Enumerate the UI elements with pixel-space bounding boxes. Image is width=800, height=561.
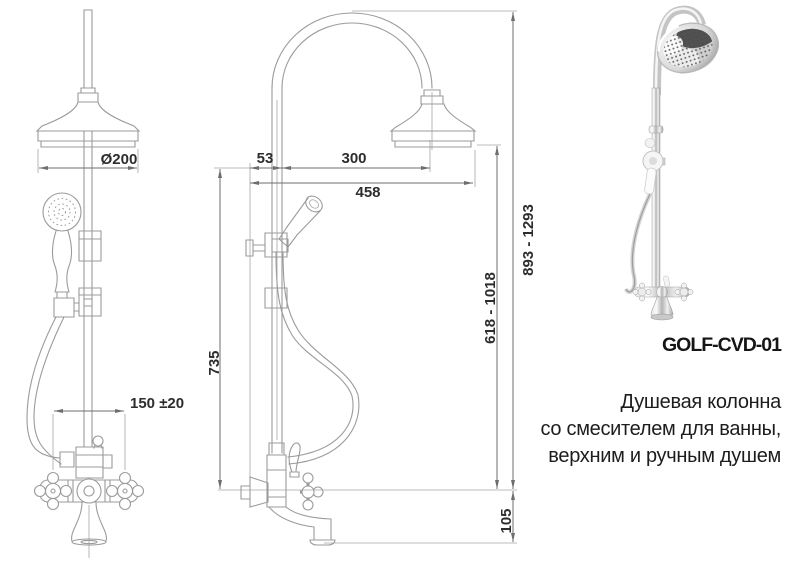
shower-hose-front [27, 317, 60, 458]
description-line-1: Душевая колонна [620, 391, 781, 413]
dim-mixer-to-head-range: 618 - 1018 [482, 272, 499, 344]
dim-head-diameter: Ø200 [100, 151, 138, 168]
hand-shower-front [43, 193, 81, 317]
photo-mixer [633, 275, 693, 320]
dim-spout-drop: 105 [498, 508, 515, 534]
photo-hose [626, 194, 650, 292]
shower-hose-side [276, 252, 353, 457]
description-line-3: верхним и ручным душем [548, 445, 781, 467]
dim-total-height-range: 893 - 1293 [520, 204, 537, 276]
product-model: GOLF-CVD-01 [661, 334, 781, 356]
dim-wall-to-head-edge: 458 [355, 184, 381, 201]
dim-wall-to-column: 53 [256, 150, 274, 167]
dim-column-length: 735 [206, 350, 223, 376]
hand-shower-side [246, 193, 325, 308]
gooseneck-arc [272, 13, 432, 88]
product-description [540, 389, 781, 470]
mixer-side [241, 443, 335, 545]
overhead-shower-side [391, 104, 475, 131]
front-view [27, 10, 184, 558]
dim-handle-spacing: 150 ±20 [130, 395, 185, 412]
overhead-shower-front [37, 102, 139, 131]
side-view [206, 11, 537, 545]
dim-column-to-head: 300 [341, 150, 367, 167]
photo-hand-shower [643, 151, 665, 195]
product-photo [600, 0, 800, 335]
description-line-2: со смесителем для ванны, [540, 418, 781, 440]
